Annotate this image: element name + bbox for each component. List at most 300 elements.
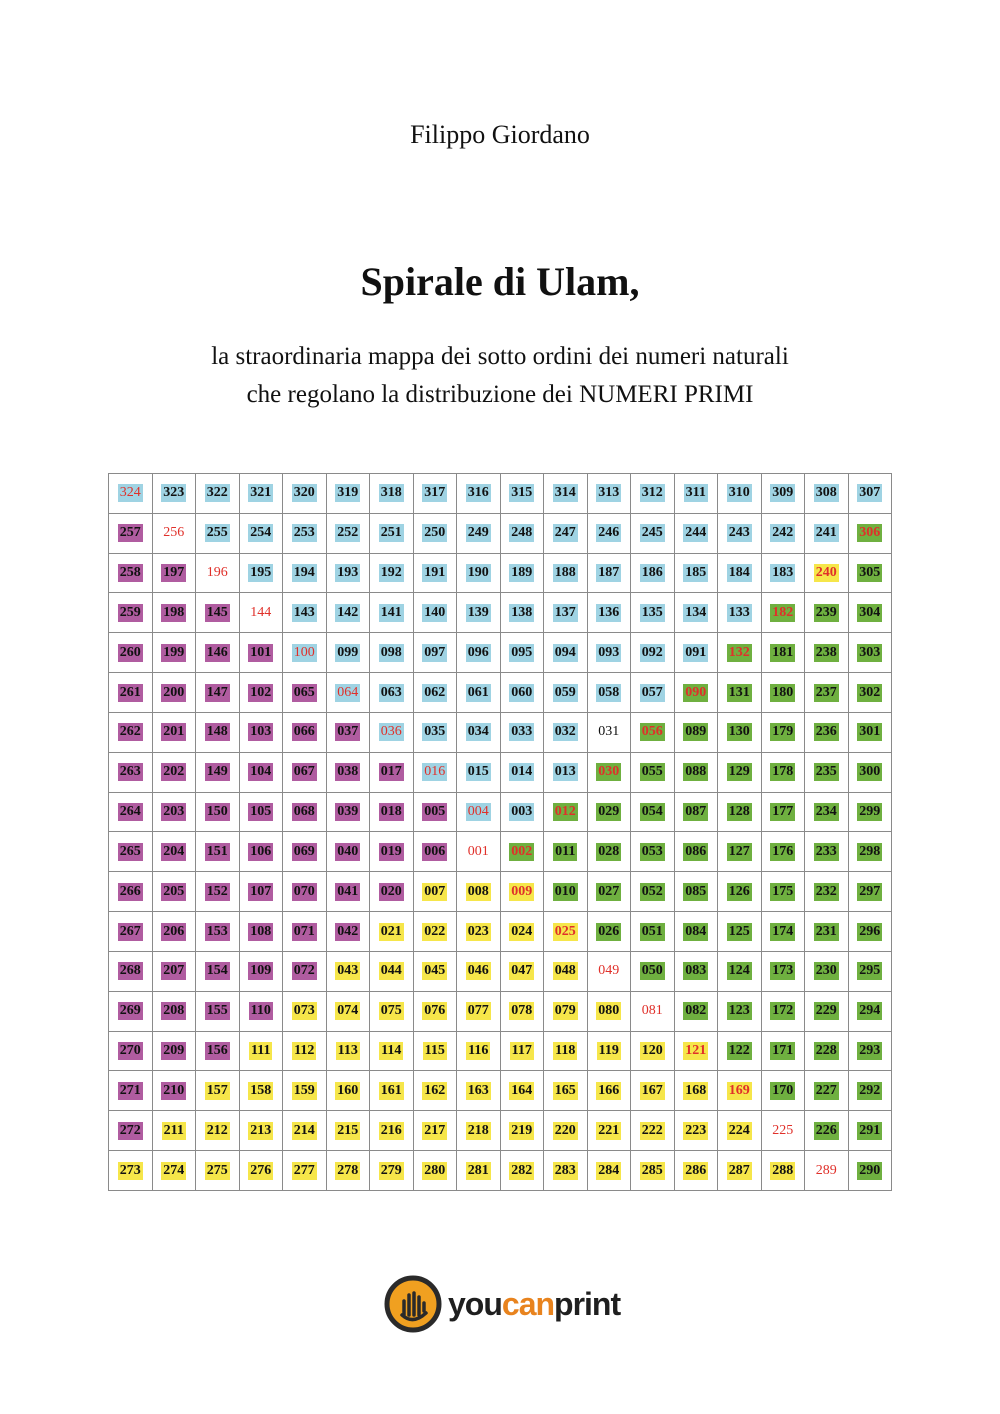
grid-cell — [848, 792, 892, 832]
cell-number: 313 — [598, 485, 620, 501]
grid-cell — [109, 1151, 153, 1191]
cell-number: 122 — [728, 1043, 750, 1058]
grid-cell — [587, 1031, 631, 1071]
grid-cell — [631, 912, 675, 952]
cell-number: 236 — [815, 724, 837, 740]
cell-number: 232 — [815, 883, 837, 899]
grid-row — [109, 633, 892, 673]
cell-number: 050 — [641, 963, 663, 979]
grid-cell — [674, 792, 718, 832]
grid-cell — [631, 712, 675, 752]
grid-cell — [239, 553, 283, 593]
grid-cell — [718, 633, 762, 673]
grid-cell — [761, 593, 805, 633]
grid-cell — [326, 1071, 370, 1111]
cell-number: 249 — [467, 525, 489, 541]
cell-number: 275 — [206, 1162, 228, 1178]
grid-cell — [152, 712, 196, 752]
grid-cell — [283, 553, 327, 593]
grid-cell — [631, 752, 675, 792]
cell-number: 091 — [685, 644, 707, 660]
grid-cell — [283, 593, 327, 633]
cell-number: 150 — [206, 804, 228, 820]
grid-cell — [326, 991, 370, 1031]
grid-cell — [674, 1031, 718, 1071]
cell-number: 007 — [424, 883, 446, 899]
cell-number: 301 — [859, 724, 881, 740]
grid-cell — [500, 673, 544, 713]
cell-number: 323 — [163, 485, 185, 501]
grid-cell — [152, 474, 196, 514]
subtitle-line-2: che regolano la distribuzione dei NUMERI PRIMI — [246, 381, 754, 408]
grid-cell — [587, 513, 631, 553]
cell-number: 312 — [641, 485, 663, 501]
cell-number: 213 — [250, 1122, 272, 1138]
cell-number: 258 — [119, 565, 141, 581]
cell-number: 226 — [815, 1122, 837, 1138]
grid-cell — [370, 593, 414, 633]
grid-cell — [370, 912, 414, 952]
grid-cell — [544, 712, 588, 752]
cell-number: 238 — [815, 644, 837, 660]
grid-cell — [848, 752, 892, 792]
cell-number: 057 — [641, 684, 663, 700]
grid-row — [109, 673, 892, 713]
spiral-table — [108, 473, 892, 1191]
grid-cell — [544, 1031, 588, 1071]
grid-cell — [631, 553, 675, 593]
cell-number: 079 — [554, 1003, 576, 1019]
cell-number: 160 — [337, 1082, 359, 1098]
cell-number: 186 — [641, 565, 663, 581]
grid-cell — [370, 752, 414, 792]
cell-number: 286 — [685, 1162, 707, 1178]
grid-cell — [283, 673, 327, 713]
grid-cell — [109, 951, 153, 991]
grid-cell — [805, 712, 849, 752]
grid-cell — [848, 673, 892, 713]
publisher-can: can — [501, 1285, 555, 1322]
cell-number: 244 — [685, 525, 707, 541]
cell-number: 288 — [772, 1162, 794, 1178]
grid-cell — [196, 593, 240, 633]
cell-number: 118 — [555, 1043, 576, 1058]
cell-number: 032 — [554, 724, 576, 740]
cell-number: 254 — [250, 525, 272, 541]
grid-cell — [152, 832, 196, 872]
cell-number: 225 — [772, 1122, 794, 1138]
grid-row — [109, 792, 892, 832]
grid-cell — [587, 872, 631, 912]
cell-number: 319 — [337, 485, 359, 501]
cell-number: 298 — [859, 843, 881, 859]
grid-cell — [413, 673, 457, 713]
cell-number: 293 — [859, 1043, 881, 1058]
grid-cell — [370, 1071, 414, 1111]
grid-cell — [239, 474, 283, 514]
grid-cell — [631, 673, 675, 713]
grid-cell — [109, 872, 153, 912]
cell-number: 012 — [554, 804, 576, 820]
cell-number: 095 — [511, 644, 533, 660]
cell-number: 092 — [641, 644, 663, 660]
cell-number: 228 — [815, 1043, 837, 1058]
cell-number: 193 — [337, 565, 359, 581]
hand-logo-icon — [384, 1275, 442, 1333]
cell-number: 145 — [206, 604, 228, 620]
grid-cell — [152, 872, 196, 912]
cell-number: 064 — [337, 684, 359, 700]
grid-cell — [370, 832, 414, 872]
grid-cell — [587, 991, 631, 1031]
subtitle-line-1: la straordinaria mappa dei sotto ordini dei numeri naturali — [211, 343, 789, 370]
grid-cell — [239, 991, 283, 1031]
grid-cell — [718, 792, 762, 832]
cell-number: 253 — [293, 525, 315, 541]
grid-cell — [326, 1031, 370, 1071]
cell-number: 040 — [337, 843, 359, 859]
cell-number: 054 — [641, 804, 663, 820]
cell-number: 190 — [467, 565, 489, 581]
grid-cell — [544, 752, 588, 792]
grid-cell — [674, 1151, 718, 1191]
cell-number: 296 — [859, 923, 881, 939]
cell-number: 210 — [163, 1082, 185, 1098]
cell-number: 174 — [772, 923, 794, 939]
grid-cell — [109, 593, 153, 633]
grid-cell — [196, 792, 240, 832]
cell-number: 172 — [772, 1003, 794, 1019]
cell-number: 133 — [728, 604, 750, 620]
grid-row — [109, 593, 892, 633]
publisher-you: you — [448, 1285, 502, 1322]
cell-number: 187 — [598, 565, 620, 581]
cell-number: 053 — [641, 843, 663, 859]
cell-number: 162 — [424, 1082, 446, 1098]
cell-number: 059 — [554, 684, 576, 700]
cell-number: 005 — [424, 804, 446, 820]
grid-cell — [848, 912, 892, 952]
grid-cell — [326, 872, 370, 912]
cell-number: 221 — [598, 1122, 620, 1138]
cell-number: 170 — [772, 1082, 794, 1098]
grid-cell — [631, 474, 675, 514]
grid-cell — [631, 593, 675, 633]
cell-number: 103 — [250, 724, 272, 740]
cell-number: 270 — [119, 1043, 141, 1058]
cell-number: 260 — [119, 644, 141, 660]
cell-number: 303 — [859, 644, 881, 660]
publisher-logo — [384, 1272, 624, 1336]
cell-number: 216 — [380, 1122, 402, 1138]
grid-cell — [457, 474, 501, 514]
grid-cell — [239, 673, 283, 713]
cell-number: 302 — [859, 684, 881, 700]
grid-cell — [239, 1151, 283, 1191]
grid-cell — [761, 673, 805, 713]
grid-cell — [326, 792, 370, 832]
grid-cell — [457, 513, 501, 553]
cell-number: 033 — [511, 724, 533, 740]
cell-number: 074 — [337, 1003, 359, 1019]
cell-number: 315 — [511, 485, 533, 501]
grid-cell — [631, 1151, 675, 1191]
cell-number: 305 — [859, 565, 881, 581]
grid-cell — [500, 752, 544, 792]
grid-cell — [196, 1031, 240, 1071]
grid-cell — [196, 1071, 240, 1111]
cell-number: 237 — [815, 684, 837, 700]
grid-cell — [718, 474, 762, 514]
grid-cell — [587, 553, 631, 593]
cell-number: 261 — [119, 684, 141, 700]
cell-number: 201 — [163, 724, 185, 740]
cell-number: 317 — [424, 485, 446, 501]
grid-cell — [761, 832, 805, 872]
grid-cell — [848, 991, 892, 1031]
grid-cell — [370, 951, 414, 991]
grid-cell — [413, 1031, 457, 1071]
cell-number: 231 — [815, 923, 837, 939]
cell-number: 185 — [685, 565, 707, 581]
grid-cell — [152, 673, 196, 713]
grid-cell — [674, 872, 718, 912]
grid-cell — [674, 553, 718, 593]
cell-number: 251 — [380, 525, 402, 541]
cell-number: 233 — [815, 843, 837, 859]
cell-number: 245 — [641, 525, 663, 541]
grid-cell — [283, 513, 327, 553]
cell-number: 099 — [337, 644, 359, 660]
cell-number: 134 — [685, 604, 707, 620]
grid-cell — [718, 513, 762, 553]
grid-cell — [674, 951, 718, 991]
cell-number: 105 — [250, 804, 272, 820]
grid-cell — [500, 513, 544, 553]
grid-cell — [805, 991, 849, 1031]
cell-number: 146 — [206, 644, 228, 660]
cell-number: 026 — [598, 923, 620, 939]
grid-cell — [674, 912, 718, 952]
grid-cell — [587, 673, 631, 713]
grid-cell — [848, 1071, 892, 1111]
grid-cell — [674, 1111, 718, 1151]
cell-number: 156 — [206, 1043, 228, 1058]
grid-cell — [544, 1071, 588, 1111]
cell-number: 132 — [728, 644, 750, 660]
cell-number: 098 — [380, 644, 402, 660]
cell-number: 024 — [511, 923, 533, 939]
cell-number: 102 — [250, 684, 272, 700]
cell-number: 131 — [728, 684, 750, 700]
cell-number: 029 — [598, 804, 620, 820]
cell-number: 072 — [293, 963, 315, 979]
grid-cell — [848, 1151, 892, 1191]
grid-cell — [239, 872, 283, 912]
cell-number: 209 — [163, 1043, 185, 1058]
cell-number: 116 — [468, 1043, 489, 1058]
cell-number: 189 — [511, 565, 533, 581]
cell-number: 262 — [119, 724, 141, 740]
grid-cell — [239, 832, 283, 872]
grid-cell — [109, 1111, 153, 1151]
cell-number: 182 — [772, 604, 794, 620]
cell-number: 235 — [815, 764, 837, 780]
cell-number: 204 — [163, 843, 185, 859]
cell-number: 042 — [337, 923, 359, 939]
cell-number: 069 — [293, 843, 315, 859]
grid-cell — [587, 832, 631, 872]
grid-cell — [674, 513, 718, 553]
grid-cell — [500, 474, 544, 514]
cell-number: 058 — [598, 684, 620, 700]
grid-cell — [718, 712, 762, 752]
grid-cell — [457, 1031, 501, 1071]
cell-number: 165 — [554, 1082, 576, 1098]
cell-number: 016 — [424, 764, 446, 780]
cell-number: 088 — [685, 764, 707, 780]
cell-number: 290 — [859, 1162, 881, 1178]
cell-number: 207 — [163, 963, 185, 979]
grid-cell — [457, 872, 501, 912]
book-title: Spirale di Ulam, — [360, 259, 640, 304]
cell-number: 138 — [511, 604, 533, 620]
cell-number: 063 — [380, 684, 402, 700]
cell-number: 019 — [380, 843, 402, 859]
cell-number: 283 — [554, 1162, 576, 1178]
grid-cell — [761, 553, 805, 593]
grid-cell — [587, 474, 631, 514]
grid-cell — [457, 1111, 501, 1151]
grid-cell — [718, 991, 762, 1031]
cell-number: 250 — [424, 525, 446, 541]
cell-number: 112 — [294, 1043, 315, 1058]
cell-number: 247 — [554, 525, 576, 541]
grid-cell — [587, 1071, 631, 1111]
grid-cell — [587, 792, 631, 832]
cell-number: 128 — [728, 804, 750, 820]
cell-number: 173 — [772, 963, 794, 979]
cell-number: 307 — [859, 485, 881, 501]
grid-cell — [326, 513, 370, 553]
cell-number: 292 — [859, 1082, 881, 1098]
grid-cell — [109, 912, 153, 952]
grid-cell — [500, 792, 544, 832]
grid-cell — [631, 832, 675, 872]
grid-cell — [544, 593, 588, 633]
grid-cell — [239, 1071, 283, 1111]
cell-number: 051 — [641, 923, 663, 939]
grid-cell — [805, 513, 849, 553]
grid-row — [109, 513, 892, 553]
grid-cell — [283, 951, 327, 991]
grid-cell — [326, 752, 370, 792]
cell-number: 011 — [555, 843, 576, 859]
cell-number: 035 — [424, 724, 446, 740]
cell-number: 158 — [250, 1082, 272, 1098]
grid-cell — [544, 792, 588, 832]
grid-row — [109, 951, 892, 991]
grid-cell — [500, 553, 544, 593]
grid-cell — [457, 633, 501, 673]
grid-cell — [761, 792, 805, 832]
grid-cell — [326, 1151, 370, 1191]
grid-cell — [413, 1151, 457, 1191]
grid-cell — [109, 474, 153, 514]
grid-cell — [413, 513, 457, 553]
grid-cell — [413, 474, 457, 514]
cell-number: 031 — [598, 724, 620, 740]
cell-number: 206 — [163, 923, 185, 939]
cell-number: 030 — [598, 764, 620, 780]
grid-cell — [457, 951, 501, 991]
grid-cell — [805, 673, 849, 713]
grid-row — [109, 1071, 892, 1111]
grid-cell — [283, 1111, 327, 1151]
cell-number: 179 — [772, 724, 794, 740]
grid-cell — [674, 474, 718, 514]
grid-row — [109, 832, 892, 872]
grid-row — [109, 872, 892, 912]
grid-cell — [370, 553, 414, 593]
cell-number: 320 — [293, 485, 315, 501]
grid-cell — [761, 712, 805, 752]
grid-cell — [718, 1111, 762, 1151]
grid-cell — [239, 633, 283, 673]
cell-number: 141 — [380, 604, 402, 620]
grid-cell — [109, 832, 153, 872]
grid-cell — [283, 1151, 327, 1191]
grid-cell — [631, 872, 675, 912]
cell-number: 124 — [728, 963, 750, 979]
cell-number: 294 — [859, 1003, 881, 1019]
grid-cell — [152, 1111, 196, 1151]
cell-number: 062 — [424, 684, 446, 700]
cell-number: 044 — [380, 963, 402, 979]
grid-cell — [109, 673, 153, 713]
grid-cell — [631, 1031, 675, 1071]
grid-cell — [109, 991, 153, 1031]
grid-cell — [239, 752, 283, 792]
grid-cell — [848, 1111, 892, 1151]
grid-cell — [239, 1111, 283, 1151]
grid-cell — [674, 832, 718, 872]
cell-number: 291 — [859, 1122, 881, 1138]
grid-cell — [805, 1031, 849, 1071]
grid-cell — [500, 872, 544, 912]
grid-cell — [239, 593, 283, 633]
cell-number: 039 — [337, 804, 359, 820]
grid-cell — [805, 752, 849, 792]
grid-cell — [283, 712, 327, 752]
grid-cell — [413, 752, 457, 792]
cell-number: 047 — [511, 963, 533, 979]
grid-row — [109, 991, 892, 1031]
cell-number: 114 — [381, 1043, 402, 1058]
grid-cell — [283, 474, 327, 514]
cell-number: 106 — [250, 843, 272, 859]
cell-number: 014 — [511, 764, 533, 780]
cell-number: 129 — [728, 764, 750, 780]
grid-cell — [718, 553, 762, 593]
grid-cell — [500, 1071, 544, 1111]
cell-number: 149 — [206, 764, 228, 780]
grid-cell — [544, 513, 588, 553]
cell-number: 120 — [641, 1043, 663, 1058]
grid-cell — [631, 991, 675, 1031]
cell-number: 169 — [728, 1082, 750, 1098]
cell-number: 155 — [206, 1003, 228, 1019]
